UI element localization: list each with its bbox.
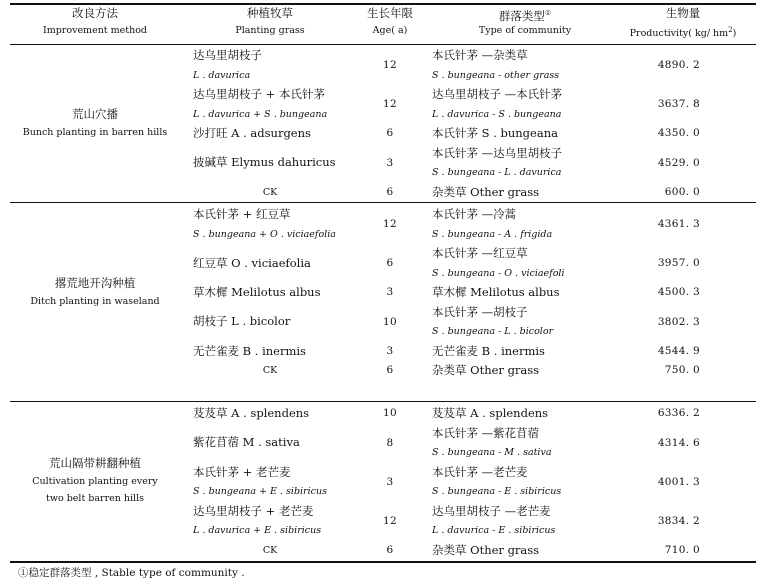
grass-cell: 芨芨草 A . splendens [193, 406, 310, 420]
grass-cell: L . davurica [193, 69, 251, 81]
header-community-footnote-mark: ① [544, 9, 552, 17]
grass-cell: 达乌里胡枝子 + 本氏针茅 [193, 87, 325, 101]
grass-cell: CK [262, 186, 278, 198]
community-cell: 本氏针茅 —红豆草 [432, 246, 528, 260]
header-grass-zh: 种植牧草 [247, 6, 293, 20]
grass-cell: CK [262, 365, 278, 376]
productivity-cell: 4350. 0 [657, 127, 700, 140]
grass-cell: CK [262, 544, 278, 556]
productivity-cell: 6336. 2 [657, 407, 700, 420]
age-cell: 10 [383, 315, 397, 328]
method-label-en: two belt barren hills [46, 493, 144, 504]
header-productivity-sup: 2 [728, 26, 733, 34]
method-label-zh: 荒山隔带耕翻种植 [49, 456, 141, 470]
grass-cell: 紫花苜蓿 M . sativa [193, 435, 300, 450]
age-cell: 6 [386, 543, 394, 556]
grass-cell: 草木樨 Melilotus albus [193, 285, 321, 299]
community-cell: 杂类草 Other grass [432, 542, 540, 557]
header-productivity-close: ) [732, 28, 737, 40]
community-cell: 本氏针茅 —紫花苜蓿 [432, 425, 540, 440]
header-age-en: Age( a) [372, 25, 408, 36]
community-cell: 达乌里胡枝子 —老芒麦 [432, 503, 551, 518]
community-cell: 芨芨草 A . splendens [432, 406, 549, 420]
header-productivity-zh: 生物量 [665, 6, 701, 20]
productivity-cell: 4500. 3 [657, 286, 700, 299]
header-method-en: Improvement method [42, 25, 148, 36]
community-cell: 无芒雀麦 B . inermis [432, 343, 545, 358]
grass-cell: 无芒雀麦 B . inermis [193, 343, 306, 358]
productivity-cell: 750. 0 [664, 364, 700, 377]
productivity-cell: 4314. 6 [657, 436, 700, 449]
age-cell: 3 [386, 475, 394, 488]
method-label-en: Ditch planting in waseland [30, 295, 160, 307]
header-productivity-en [610, 22, 756, 42]
table-bottom-rule [10, 561, 756, 563]
community-cell: 本氏针茅 S . bungeana [432, 126, 558, 140]
grass-cell: 胡枝子 L . bicolor [193, 314, 291, 329]
header-productivity-en-text: Productivity( kg/ hm [629, 28, 729, 40]
grass-cell: L . davurica + E . sibiricus [193, 525, 322, 536]
method-label-en: Bunch planting in barren hills [22, 127, 168, 138]
community-cell: 本氏针茅 —杂类草 [432, 48, 528, 62]
productivity-cell: 3802. 3 [657, 315, 700, 328]
productivity-cell: 4544. 9 [657, 344, 700, 357]
grass-cell: 披碱草 Elymus dahuricus [193, 155, 336, 170]
age-cell: 3 [386, 156, 394, 169]
age-cell: 6 [386, 127, 394, 140]
header-community-zh-text: 群落类型 [498, 8, 545, 23]
productivity-cell: 4529. 0 [657, 156, 700, 169]
community-cell: S . bungeana - A . frigida [432, 228, 553, 240]
grass-cell: 本氏针茅 + 红豆草 [193, 207, 291, 221]
community-cell: S . bungeana - E . sibiricus [432, 486, 562, 497]
community-cell: 达乌里胡枝子 —本氏针茅 [432, 87, 563, 101]
productivity-cell: 600. 0 [664, 185, 700, 198]
age-cell: 12 [383, 98, 397, 110]
community-cell: L . davurica - E . sibiricus [432, 525, 556, 536]
header-age-zh: 生长年限 [367, 6, 413, 20]
header-grass-en: Planting grass [235, 25, 305, 36]
community-cell: L . davurica - S . bungeana [432, 108, 562, 120]
group-divider [10, 202, 756, 203]
grass-cell: 本氏针茅 + 老芒麦 [193, 464, 291, 479]
header-method-zh: 改良方法 [72, 6, 118, 20]
community-cell: 本氏针茅 —胡枝子 [432, 304, 528, 319]
community-cell: 杂类草 Other grass [432, 184, 540, 199]
grass-cell: L . davurica + S . bungeana [193, 108, 328, 120]
community-cell: S . bungeana - L . davurica [432, 167, 562, 178]
age-cell: 3 [386, 344, 394, 357]
method-label-en: Cultivation planting every [32, 476, 158, 487]
productivity-cell: 3834. 2 [657, 514, 700, 527]
productivity-cell: 710. 0 [664, 543, 700, 556]
community-cell: S . bungeana - L . bicolor [432, 326, 554, 337]
productivity-cell: 4361. 3 [657, 218, 700, 230]
grass-cell: 达乌里胡枝子 + 老芒麦 [193, 503, 314, 518]
productivity-cell: 4001. 3 [657, 475, 700, 488]
grass-cell: 沙打旺 A . adsurgens [193, 126, 311, 140]
community-cell: S . bungeana - M . sativa [432, 447, 552, 458]
productivity-cell: 3637. 8 [657, 98, 700, 110]
age-cell: 12 [383, 514, 397, 527]
community-cell: 本氏针茅 —达乌里胡枝子 [432, 145, 563, 160]
header-rule [10, 44, 756, 45]
method-label-zh: 荒山穴播 [72, 107, 118, 121]
footnote: ①稳定群落类型 , Stable type of community . [18, 567, 245, 579]
grass-cell: 红豆草 O . viciaefolia [193, 255, 311, 270]
group-divider [10, 401, 756, 402]
age-cell: 10 [383, 407, 397, 420]
age-cell: 12 [383, 59, 397, 71]
age-cell: 6 [386, 257, 394, 269]
age-cell: 8 [386, 436, 394, 449]
age-cell: 6 [386, 364, 394, 377]
community-cell: S . bungeana - other grass [432, 69, 560, 81]
community-cell: 本氏针茅 —冷蒿 [432, 207, 517, 221]
productivity-cell: 3957. 0 [657, 257, 700, 269]
community-cell: S . bungeana - O . viciaefoli [432, 267, 565, 279]
age-cell: 3 [386, 286, 394, 299]
community-cell: 草木樨 Melilotus albus [432, 285, 560, 299]
age-cell: 12 [383, 218, 397, 230]
age-cell: 6 [386, 185, 394, 198]
grass-cell: 达乌里胡枝子 [193, 48, 262, 62]
community-cell: 本氏针茅 —老芒麦 [432, 464, 528, 479]
grass-cell: S . bungeana + E . sibiricus [193, 486, 327, 497]
grass-cell: S . bungeana + O . viciaefolia [193, 228, 336, 240]
productivity-cell: 4890. 2 [657, 59, 700, 71]
method-label-zh: 撂荒地开沟种植 [54, 275, 136, 290]
community-cell: 杂类草 Other grass [432, 363, 540, 377]
header-community-en: Type of community [478, 25, 572, 36]
